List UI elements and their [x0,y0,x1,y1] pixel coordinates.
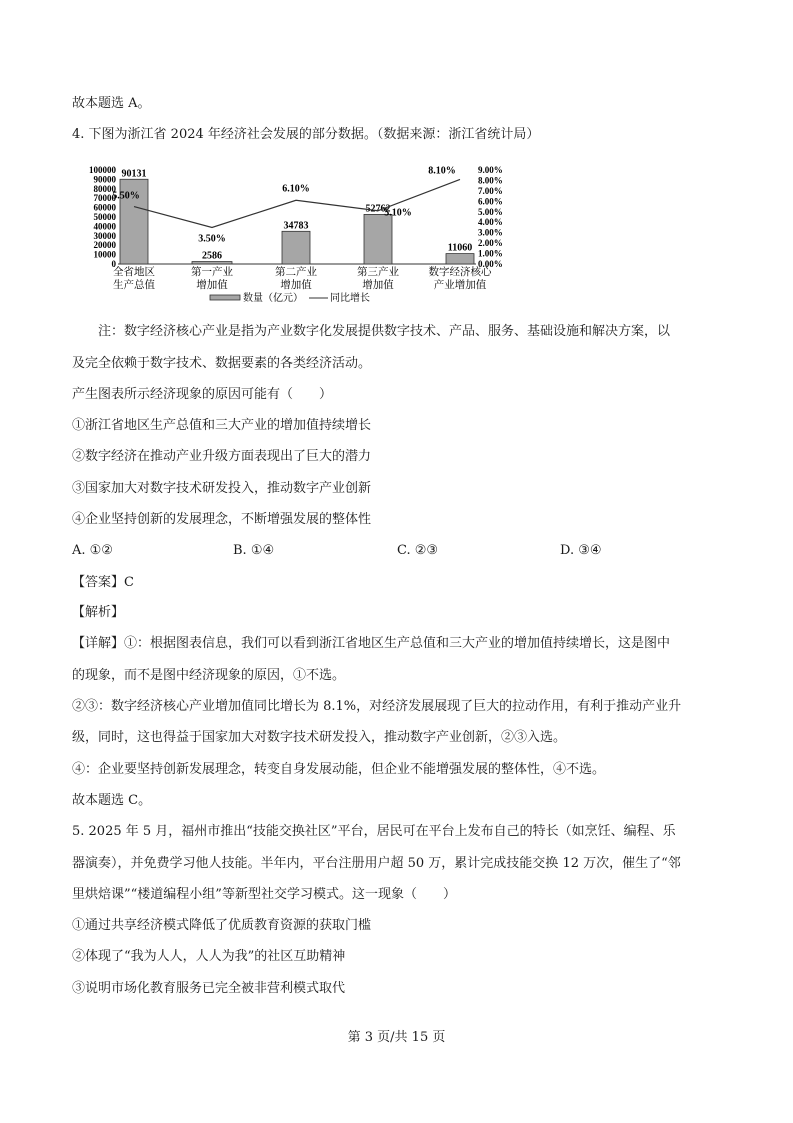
bar [446,254,474,264]
category-label: 第二产业 [275,267,317,278]
detail-line-1 [72,636,670,652]
bar [192,262,232,264]
left-tick-label: 100000 [89,165,116,175]
detail-1-text: ①：根据图表信息，我们可以看到浙江省地区生产总值和三大产业的增加值持续增长，这是图中 [124,636,671,651]
category-label: 增加值 [362,280,394,291]
right-tick-label: 9.00% [478,165,503,175]
right-tick-label: 7.00% [478,185,503,196]
question-4-item-4: ④企业坚持创新的发展理念，不断增强发展的整体性 [72,512,372,527]
category-label: 第三产业 [357,267,399,278]
note-line-2: 及完全依赖于数字技术、数据要素的各类经济活动。 [72,356,372,371]
left-tick-label: 50000 [93,212,116,222]
category-label: 产业增加值 [433,280,487,291]
bar-value-label: 90131 [121,168,147,180]
right-tick-label: 6.00% [478,196,503,207]
left-axis-ticks [89,165,117,269]
left-tick-label: 20000 [93,240,116,251]
bar [282,231,310,264]
question-5-line-3: 里烘焙课”“楼道编程小组”等新型社交学习模式。这一现象（ ） [72,887,456,902]
growth-value-label: 5.10% [384,207,412,219]
growth-value-label: 8.10% [428,165,456,177]
question-4-options [72,543,712,559]
legend-bar-label: 数量（亿元） [243,293,303,304]
bar-value-label: 34783 [283,220,309,232]
question-5-item-1: ①通过共享经济模式降低了优质教育资源的获取门槛 [72,918,372,933]
chart-legend [210,291,370,304]
category-label: 数字经济核心 [428,267,492,278]
option-a: A. ①② [72,543,113,558]
question-5-line-2: 器演奏），并免费学习他人技能。半年内，平台注册用户超 50 万，累计完成技能交换 12 万次，催生了“邻 [72,856,681,871]
right-tick-label: 1.00% [478,248,503,259]
detail-line-5: ④：企业要坚持创新发展理念，转变自身发展动能，但企业不能增强发展的整体性，④不选。 [72,762,606,777]
question-4-item-3: ③国家加大对数字技术研发投入，推动数字产业创新 [72,481,372,496]
right-tick-label: 3.00% [478,227,503,238]
detail-line-2: 的现象，而不是图中经济现象的原因，①不选。 [72,668,346,683]
category-label: 增加值 [196,280,228,291]
question-5-line-1: 5. 2025 年 5 月，福州市推出“技能交换社区”平台，居民可在平台上发布自己的特长（如烹饪、编程、乐 [72,824,676,839]
right-tick-label: 4.00% [478,217,503,228]
category-label: 全省地区 [113,267,155,278]
category-label: 第一产业 [191,267,233,278]
right-tick-label: 8.00% [478,175,503,186]
option-c: C. ②③ [397,543,439,558]
category-labels [113,265,492,291]
question-5-item-3: ③说明市场化教育服务已完全被非营利模式取代 [72,981,346,996]
bar-value-label: 2586 [202,250,222,262]
right-tick-label: 0.00% [478,259,503,269]
question-5-item-2: ②体现了“我为人人，人人为我”的社区互助精神 [72,949,346,964]
question-4-stem: 4. 下图为浙江省 2024 年经济社会发展的部分数据。（数据来源：浙江省统计局） [72,127,540,142]
growth-value-label: 6.10% [282,183,310,195]
answer-line [72,575,134,591]
answer-value: C [124,575,134,590]
growth-value-label: 3.50% [198,233,226,245]
answer-label: 【答案】 [72,575,125,590]
legend-line-label: 同比增长 [330,293,370,304]
detail-label: 【详解】 [72,636,125,651]
category-label: 增加值 [280,280,312,291]
category-label: 生产总值 [113,280,155,291]
right-tick-label: 5.00% [478,206,503,217]
question-4-conclusion: 故本题选 C。 [72,793,152,808]
left-tick-label: 70000 [93,193,116,204]
legend-bar-swatch [210,295,240,300]
previous-answer: 故本题选 A。 [72,96,151,111]
bar-value-label: 11060 [447,242,473,254]
right-axis-ticks [478,165,503,269]
left-tick-label: 90000 [93,174,116,185]
bar-value-label: 52762 [365,203,391,215]
analysis-label: 【解析】 [72,605,125,620]
left-tick-label: 60000 [93,202,116,213]
option-b: B. ①④ [233,543,275,558]
economic-data-chart [72,158,512,308]
left-tick-label: 10000 [93,249,116,260]
option-d: D. ③④ [560,543,602,558]
detail-line-3: ②③：数字经济核心产业增加值同比增长为 8.1%，对经济发展展现了巨大的拉动作用，有利于推动产业升 [72,699,682,714]
left-tick-label: 40000 [93,221,116,232]
note-line-1: 注：数字经济核心产业是指为产业数字化发展提供数字技术、产品、服务、基础设施和解决方案，以 [98,324,671,339]
growth-value-label: 5.50% [112,190,140,202]
left-tick-label: 80000 [93,183,116,194]
right-tick-label: 2.00% [478,238,503,249]
page-footer: 第 3 页/共 15 页 [347,1030,446,1045]
bar [364,214,392,264]
detail-line-4: 级，同时，这也得益于国家加大对数字技术研发投入，推动数字产业创新，②③入选。 [72,730,567,745]
question-4-item-1: ①浙江省地区生产总值和三大产业的增加值持续增长 [72,418,372,433]
question-4-prompt: 产生图表所示经济现象的原因可能有（ ） [72,387,333,402]
question-4-item-2: ②数字经济在推动产业升级方面表现出了巨大的潜力 [72,449,372,464]
left-tick-label: 30000 [93,230,116,241]
left-tick-label: 0 [111,259,116,269]
